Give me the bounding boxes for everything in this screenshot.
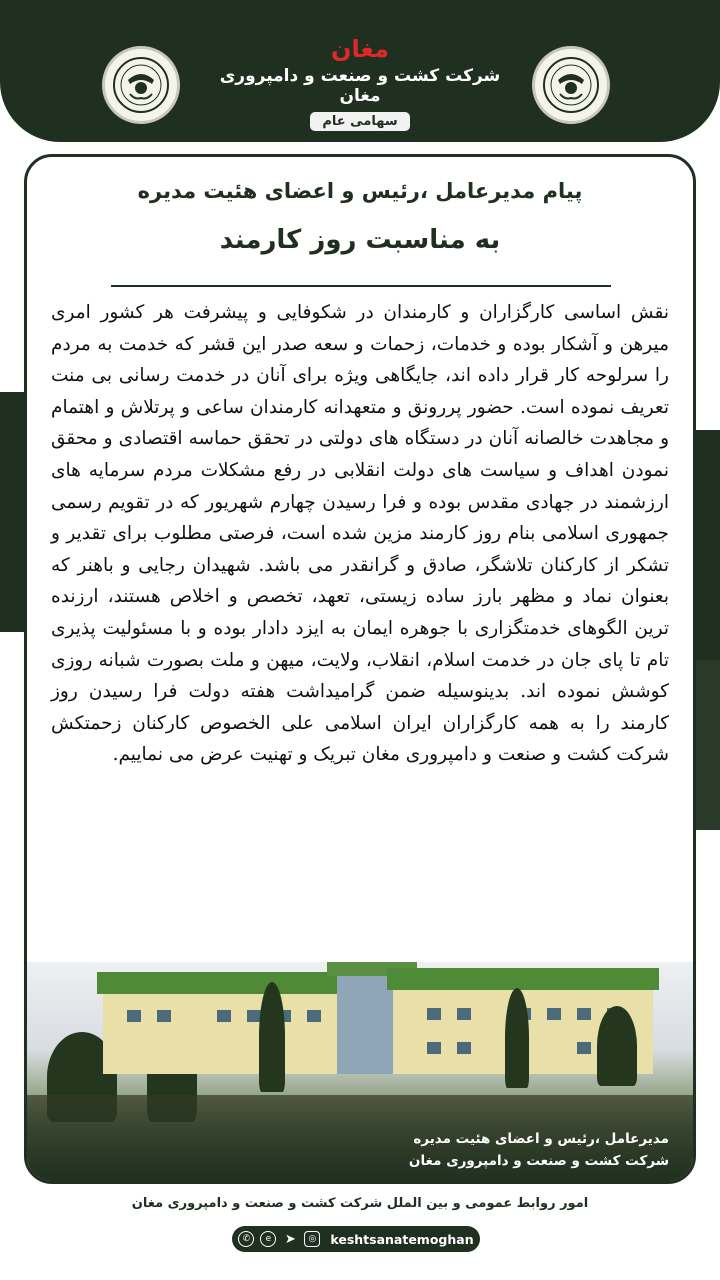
brand-logo: مغان — [331, 35, 389, 63]
tree — [597, 1006, 637, 1086]
card-subtitle: به مناسبت روز کارمند — [219, 225, 501, 255]
company-seal-icon — [532, 46, 610, 124]
signature-line1: مدیرعامل ،رئیس و اعضای هئیت مدیره — [413, 1131, 669, 1147]
message-card — [24, 154, 696, 1184]
window — [157, 1010, 171, 1022]
tree — [505, 988, 529, 1088]
message-body: نقش اساسی کارگزاران و کارمندان در شکوفایی و پیشرفت هر کشور امری میرهن و آشکار بوده و خدمات، زحمات و سعه صدر این قشر که خدمت به مردم را سرلوحه کار قرار داده اند، جایگاهی ویژه برای آنان در خدمت رسانی بی منت تعریف نموده است. حضور پررونق و متعهدانه کارمندان ساعی و پرتلاش و اهتمام و مجاهدت خالصانه آنان در دستگاه های دولتی در تحقق حماسه اقتصادی و محقق نمودن اهداف و سیاست های دولت انقلابی در رفع مشکلات مردم سرمایه های ارزشمند در جهادی مقدس بوده و فرا رسیدن چهارم شهریور که در تقویم رسمی جمهوری اسلامی بنام روز کارمند مزین شده است، فرصتی مطلوب برای تقدیر و تشکر از کارکنان تلاشگر، صادق و گرانقدر می باشد. شهیدان رجایی و باهنر که بعنوان نماد و مظهر بارز ساده زیستی، تعهد، تخصص و اخلاص هستند، ارزنده ترین الگوهای خدمتگزاری با جوهره ایمان به ایزد دادار بوده و با مسئولیت پذیری تام تا پای جان در خدمت اسلام، انقلاب، ولایت، میهن و ملت بصورت شبانه روزی کوشش نموده اند. بدینوسیله ضمن گرامیداشت هفته دولت فرا رسیدن روز کارمند را به همه کارگزاران ایران اسلامی علی الخصوص کارکنان زحمتکش شرکت کشت و صنعت و دامپروری مغان تبریک و تهنیت عرض می نماییم. — [51, 302, 669, 766]
footer-department: امور روابط عمومی و بین الملل شرکت کشت و صنعت و دامپروری مغان — [131, 1196, 589, 1211]
left-decor-band — [0, 392, 24, 632]
social-handle[interactable]: keshtsanatemoghan — [330, 1231, 474, 1247]
brand-block — [210, 36, 510, 131]
tree — [259, 982, 285, 1092]
window — [457, 1008, 471, 1020]
window — [427, 1042, 441, 1054]
window — [127, 1010, 141, 1022]
signature-block — [409, 1131, 669, 1169]
window — [217, 1010, 231, 1022]
title-divider — [111, 285, 611, 287]
eitaa-icon[interactable]: e — [260, 1231, 276, 1247]
whatsapp-icon[interactable]: ✆ — [238, 1231, 254, 1247]
building-wall — [103, 994, 361, 1074]
window — [547, 1008, 561, 1020]
window — [307, 1010, 321, 1022]
window — [457, 1042, 471, 1054]
telegram-icon[interactable]: ➤ — [284, 1231, 296, 1247]
signature-line2: شرکت کشت و صنعت و دامپروری مغان — [408, 1153, 669, 1169]
social-bar[interactable] — [232, 1226, 480, 1252]
card-title: پیام مدیرعامل ،رئیس و اعضای هئیت مدیره — [137, 179, 583, 203]
company-name: شرکت کشت و صنعت و دامپروری مغان — [219, 66, 501, 106]
building-roof — [387, 968, 659, 990]
company-type-badge: سهامی عام — [310, 112, 409, 131]
window — [577, 1042, 591, 1054]
window — [577, 1008, 591, 1020]
building-photo — [27, 962, 693, 1181]
header-banner — [0, 0, 720, 142]
instagram-icon[interactable]: ◎ — [304, 1231, 320, 1247]
right-decor-band-lower — [696, 660, 720, 830]
right-decor-band — [696, 430, 720, 660]
window — [427, 1008, 441, 1020]
company-seal-icon — [102, 46, 180, 124]
